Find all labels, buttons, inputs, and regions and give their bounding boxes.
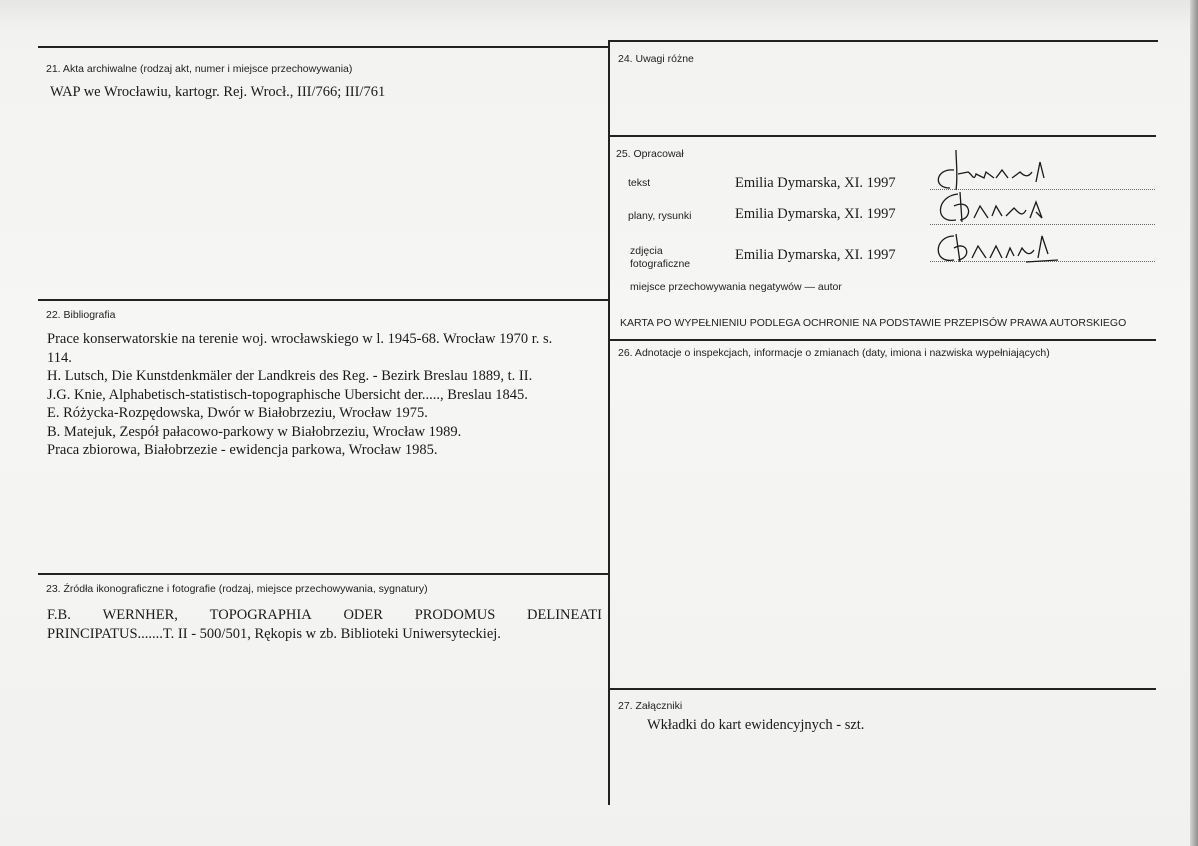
word: ODER bbox=[343, 607, 383, 623]
divider-22-23 bbox=[38, 573, 610, 575]
word: PRODOMUS bbox=[414, 607, 496, 623]
section-24-label: 24. Uwagi różne bbox=[618, 53, 694, 65]
section-23-line-2: PRINCIPATUS.......T. II - 500/501, Rękopis w zb. Biblioteki Uniwersyteckiej. bbox=[47, 625, 501, 642]
frame-top-rule-right bbox=[608, 40, 1158, 42]
word: F.B. bbox=[47, 607, 71, 623]
prepared-row-label-photos-2: fotograficzne bbox=[630, 258, 691, 270]
section-25-label: 25. Opracował bbox=[616, 148, 684, 160]
bibliography-entry: B. Matejuk, Zespół pałacowo-parkowy w Białobrzeziu, Wrocław 1989. bbox=[47, 423, 462, 440]
scan-top-shadow bbox=[0, 0, 1190, 30]
signature-2 bbox=[930, 188, 1050, 228]
section-23-text bbox=[47, 606, 602, 643]
bibliography-entry: Prace konserwatorskie na terenie woj. wrocławskiego w l. 1945-68. Wrocław 1970 r. s. bbox=[47, 331, 553, 347]
prepared-row-label-plans: plany, rysunki bbox=[628, 210, 692, 222]
prepared-row-value-plans: Emilia Dymarska, XI. 1997 bbox=[735, 206, 896, 222]
section-21-label: 21. Akta archiwalne (rodzaj akt, numer i miejsce przechowywania) bbox=[46, 63, 353, 75]
section-23-line-1 bbox=[47, 606, 602, 625]
bibliography-entry: E. Różycka-Rozpędowska, Dwór w Białobrzeziu, Wrocław 1975. bbox=[47, 405, 428, 421]
section-27-text: Wkładki do kart ewidencyjnych - szt. bbox=[647, 717, 865, 733]
section-23-label: 23. Źródła ikonograficzne i fotografie (rodzaj, miejsce przechowywania, sygnatury) bbox=[46, 583, 428, 595]
word: TOPOGRAPHIA bbox=[209, 607, 312, 623]
section-21-text: WAP we Wrocławiu, kartogr. Rej. Wrocł., III/766; III/761 bbox=[50, 84, 386, 100]
divider-21-22 bbox=[38, 299, 610, 301]
divider-25-26 bbox=[608, 339, 1156, 341]
copyright-notice: KARTA PO WYPEŁNIENIU PODLEGA OCHRONIE NA PODSTAWIE PRZEPISÓW PRAWA AUTORSKIEGO bbox=[620, 317, 1127, 329]
divider-26-27 bbox=[608, 688, 1156, 690]
bibliography-entry: J.G. Knie, Alphabetisch-statistisch-topographische Ubersicht der....., Breslau 1845. bbox=[47, 386, 528, 403]
frame-top-rule-left bbox=[38, 46, 610, 48]
divider-24-25 bbox=[608, 135, 1156, 137]
negatives-storage-label: miejsce przechowywania negatywów — autor bbox=[630, 281, 842, 293]
bibliography-list bbox=[47, 330, 607, 460]
section-27-label: 27. Załączniki bbox=[618, 700, 683, 712]
frame-center-divider bbox=[608, 40, 610, 805]
bibliography-entry: 114. bbox=[47, 349, 72, 366]
word: WERNHER, bbox=[102, 607, 178, 623]
section-22-label: 22. Bibliografia bbox=[46, 309, 116, 321]
bibliography-entry: Praca zbiorowa, Białobrzezie - ewidencja parkowa, Wrocław 1985. bbox=[47, 442, 438, 458]
scan-right-edge bbox=[1190, 0, 1198, 846]
word: DELINEATI bbox=[527, 607, 602, 623]
prepared-row-value-photos: Emilia Dymarska, XI. 1997 bbox=[735, 247, 896, 263]
signature-3 bbox=[930, 228, 1060, 270]
section-26-label: 26. Adnotacje o inspekcjach, informacje o zmianach (daty, imiona i nazwiska wypełniających) bbox=[618, 347, 1050, 359]
prepared-row-label-photos-1: zdjęcia bbox=[630, 245, 663, 257]
bibliography-entry: H. Lutsch, Die Kunstdenkmäler der Landkreis des Reg. - Bezirk Breslau 1889, t. II. bbox=[47, 368, 533, 384]
prepared-row-value-text: Emilia Dymarska, XI. 1997 bbox=[735, 175, 896, 191]
prepared-row-label-text: tekst bbox=[628, 177, 651, 189]
